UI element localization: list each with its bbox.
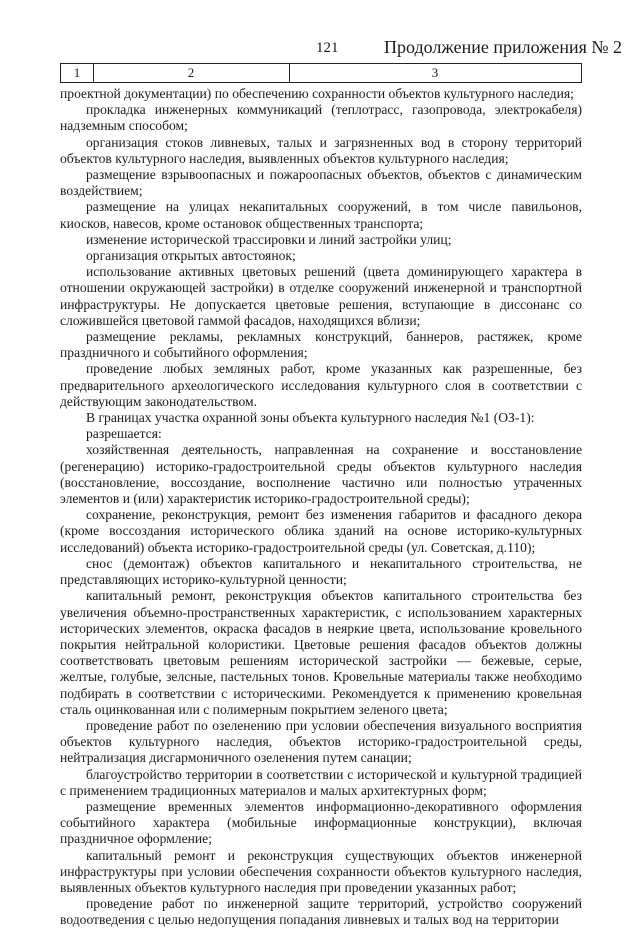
paragraph: изменение исторической трассировки и линий застройки улиц; [86,231,452,247]
paragraph: хозяйственная деятельность, направленная на сохранение и восстановление (регенерацию) историко-градостроительной среды объектов культурного наследия (восстановление, воссоздание, восполнение частично или полностью утраченных элементов и (или) характеристик историко-градостроительной среды); [60,442,582,507]
document-body [60,86,582,929]
paragraph: размещение временных элементов информационно-декоративного оформления событийного характера (мобильные информационные конструкции), включая праздничное оформление; [60,798,582,847]
paragraph: проведение работ по инженерной защите территорий, устройство сооружений водоотведения с целью недопущения попадания ливневых и талых вод на территории [60,896,582,928]
paragraph: снос (демонтаж) объектов капитального и некапитального строительства, не представляющих историко-культурной ценности; [60,555,582,588]
paragraph: размещение рекламы, рекламных конструкций, баннеров, растяжек, кроме праздничного и событийного оформления; [60,329,582,361]
paragraph: проведение любых земляных работ, кроме указанных как разрешенные, без предварительного археологического исследования культурного слоя в соответствии с действующим законодательством. [60,361,582,409]
paragraph: организация стоков ливневых, талых и загрязненных вод в сторону территорий объектов культурного наследия, выявленных объектов культурного наследия; [60,134,582,166]
paragraph: капитальный ремонт, реконструкция объектов капитального строительства без увеличения объемно-пространственных характеристик, с использованием характерных исторических элементов, окраска фасадов в неяркие цвета, использование кровельного покрытия нейтральной колористики. Цветовые решения фасадов объектов должны соответствовать цветовым решениям исторической застройки — бежевые, серые, желтые, голубые, зелсные, пастельных тонов. Кровельные материалы также необходимо подбирать в соответствии с историческими. Рекомендуется к применению кровельная сталь оцинкованная или с полимерным покрытием зеленого цвета; [60,588,582,717]
column-header-2: 2 [93,64,290,82]
page-number: 121 [316,40,339,56]
section-subheading: разрешается: [86,426,162,442]
column-header-3: 3 [431,65,439,80]
section-heading: В границах участка охранной зоны объекта культурного наследия №1 (ОЗ-1): [86,410,535,426]
paragraph: сохранение, реконструкция, ремонт без изменения габаритов и фасадного декора (кроме воссоздания исторического облика зданий на основе историко-культурных исследований) объекта историко-градостроительной среды (ул. Советская, д.110); [60,507,582,555]
paragraph: прокладка инженерных коммуникаций (теплотрасс, газопровода, электрокабеля) надземным способом; [60,102,582,134]
appendix-title: Продолжение приложения № 2 [384,37,623,57]
paragraph: размещение взрывоопасных и пожароопасных объектов, объектов с динамическим воздействием; [60,167,582,199]
paragraph: капитальный ремонт и реконструкция существующих объектов инженерной инфраструктуры при условии обеспечения сохранности объектов культурного наследия, выявленных объектов культурного наследия при проведении указанных работ; [60,847,582,895]
paragraph: организация открытых автостоянок; [86,248,296,264]
paragraph: благоустройство территории в соответствии с исторической и культурной традицией с применением традиционных материалов и малых архитектурных форм; [60,766,582,798]
paragraph: проведение работ по озеленению при условии обеспечения визуального восприятия объектов культурного наследия, объектов историко-градостроительной среды, нейтрализация дисгармоничного озеленения путем санации; [60,717,582,766]
paragraph: размещение на улицах некапитальных сооружений, в том числе павильонов, киосков, навесов, кроме остановок общественных транспорта; [60,199,582,231]
column-header-1: 1 [61,64,94,82]
paragraph: использование активных цветовых решений (цвета доминирующего характера в отношении окружающей застройки) в отделке сооружений инженерной и транспортной инфраструктуры. Не допускается цветовые решения, вступающие в диссонанс со сложившейся цветовой гаммой фасадов, находящихся вблизи; [60,264,582,328]
column-header-table [60,63,582,83]
paragraph: проектной документации) по обеспечению сохранности объектов культурного наследия; [60,86,574,101]
